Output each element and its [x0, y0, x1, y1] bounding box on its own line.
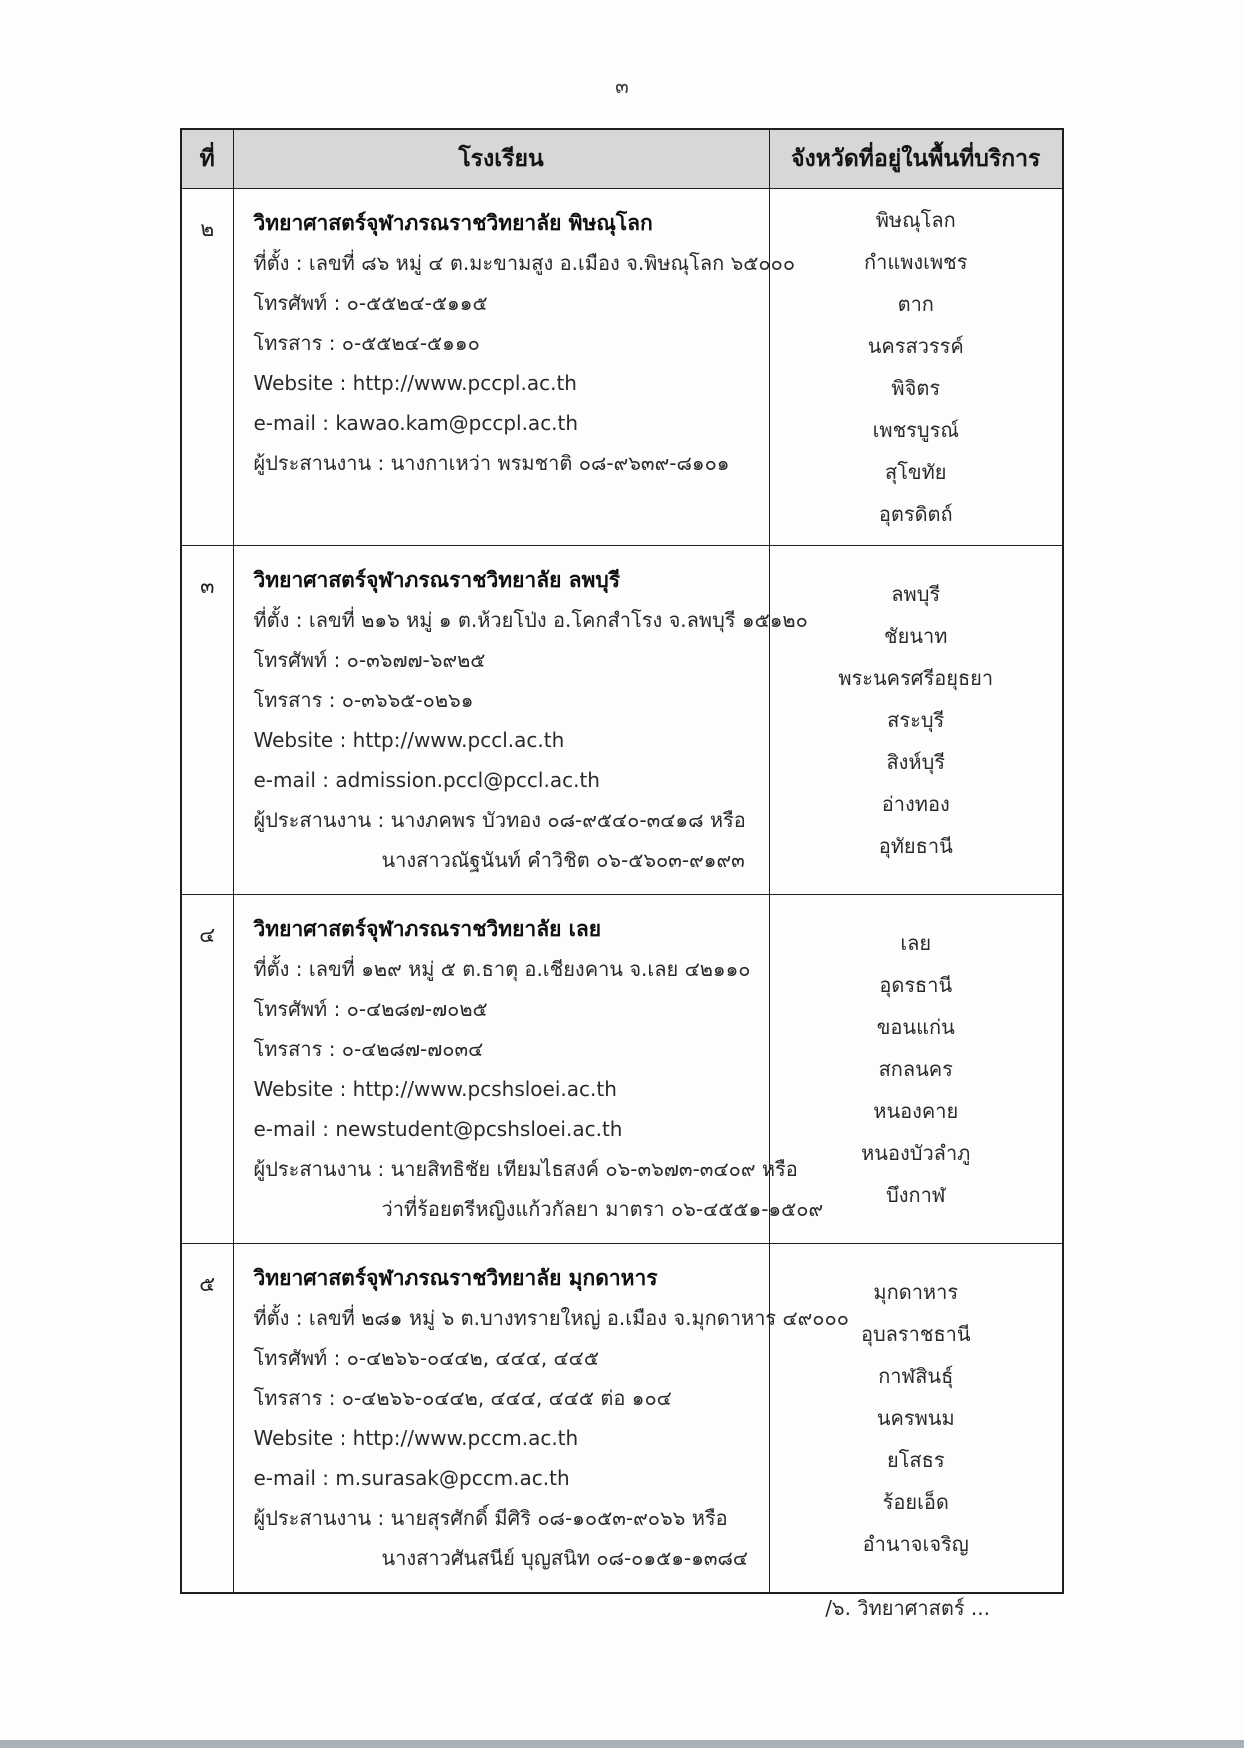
school-name: วิทยาศาสตร์จุฬาภรณราชวิทยาลัย พิษณุโลก: [253, 211, 653, 235]
row-number: ๓: [181, 546, 233, 895]
coordinator-line: ผู้ประสานงาน : นางกาเหว่า พรมชาติ ๐๘-๙๖๓๙-๘๑๐๑: [253, 451, 730, 475]
email-line: e-mail : admission.pccl@pccl.ac.th: [253, 768, 600, 792]
fax-line: โทรสาร : ๐-๔๒๖๖-๐๔๔๒, ๔๔๔, ๔๔๕ ต่อ ๑๐๔: [253, 1386, 672, 1410]
row-number: ๒: [181, 189, 233, 546]
phone-line: โทรศัพท์ : ๐-๓๖๗๗-๖๙๒๕: [253, 648, 486, 672]
province-name: ขอนแก่น: [876, 1015, 955, 1039]
page-footer: /๖. วิทยาศาสตร์ ...: [825, 1596, 990, 1620]
header-school: โรงเรียน: [233, 129, 769, 189]
school-info-cell: [233, 1244, 849, 1594]
table-header-row: [181, 129, 1063, 189]
fax-line: โทรสาร : ๐-๕๕๒๔-๕๑๑๐: [253, 331, 480, 355]
website-line: Website : http://www.pcshsloei.ac.th: [253, 1077, 617, 1101]
province-name: สระบุรี: [887, 708, 945, 732]
province-name: กาฬสินธุ์: [878, 1364, 954, 1388]
province-name: หนองบัวลำภู: [861, 1141, 971, 1165]
province-name: อ่างทอง: [881, 792, 950, 816]
coordinator-line: ผู้ประสานงาน : นายสิทธิชัย เทียมไธสงค์ ๐๖-๓๖๗๓-๓๔๐๙ หรือ: [253, 1157, 798, 1181]
fax-line: โทรสาร : ๐-๔๒๘๗-๗๐๓๔: [253, 1037, 484, 1061]
province-name: มุกดาหาร: [873, 1280, 959, 1304]
email-line: e-mail : newstudent@pcshsloei.ac.th: [253, 1117, 623, 1141]
province-name: เพชรบูรณ์: [872, 418, 959, 442]
province-name: สุโขทัย: [884, 460, 947, 484]
province-name: หนองคาย: [873, 1099, 959, 1123]
phone-line: โทรศัพท์ : ๐-๔๒๖๖-๐๔๔๒, ๔๔๔, ๔๔๕: [253, 1346, 599, 1370]
school-row: [181, 895, 1063, 1244]
school-name: วิทยาศาสตร์จุฬาภรณราชวิทยาลัย ลพบุรี: [253, 568, 621, 592]
province-name: พระนครศรีอยุธยา: [838, 666, 994, 690]
school-info-cell: [233, 189, 796, 546]
province-name: นครสวรรค์: [867, 334, 964, 358]
province-name: อุตรดิตถ์: [878, 502, 953, 526]
school-name: วิทยาศาสตร์จุฬาภรณราชวิทยาลัย เลย: [253, 917, 602, 941]
location-line: ที่ตั้ง : เลขที่ ๑๒๙ หมู่ ๕ ต.ธาตุ อ.เชียงคาน จ.เลย ๔๒๑๑๐: [253, 957, 751, 981]
coordinator-line-2: นางสาวศันสนีย์ บุญสนิท ๐๘-๐๑๕๑-๑๓๘๔: [381, 1546, 749, 1570]
row-number: ๕: [181, 1244, 233, 1594]
location-line: ที่ตั้ง : เลขที่ ๒๑๖ หมู่ ๑ ต.ห้วยโป่ง อ.โคกสำโรง จ.ลพบุรี ๑๕๑๒๐: [253, 608, 808, 632]
coordinator-line-2: นางสาวณัฐนันท์ คำวิชิต ๐๖-๕๖๐๓-๙๑๙๓: [381, 848, 745, 872]
province-name: ร้อยเอ็ด: [882, 1490, 949, 1514]
province-name: ลพบุรี: [891, 582, 941, 606]
header-no: ที่: [181, 129, 233, 189]
scan-edge-shadow: [0, 1740, 1244, 1748]
school-info-cell: [233, 546, 808, 895]
province-name: นครพนม: [876, 1406, 955, 1430]
school-row: [181, 546, 1063, 895]
row-number: ๔: [181, 895, 233, 1244]
province-name: เลย: [900, 931, 932, 955]
coordinator-line: ผู้ประสานงาน : นางภคพร บัวทอง ๐๘-๙๕๔๐-๓๔๑๘ หรือ: [253, 808, 746, 832]
school-row: [181, 1244, 1063, 1594]
fax-line: โทรสาร : ๐-๓๖๖๕-๐๒๖๑: [253, 688, 474, 712]
province-name: ชัยนาท: [884, 624, 948, 648]
province-name: ตาก: [897, 292, 934, 316]
province-name: กำแพงเพชร: [863, 250, 968, 274]
school-name: วิทยาศาสตร์จุฬาภรณราชวิทยาลัย มุกดาหาร: [253, 1266, 658, 1290]
phone-line: โทรศัพท์ : ๐-๔๒๘๗-๗๐๒๕: [253, 997, 488, 1021]
province-name: อำนาจเจริญ: [862, 1532, 969, 1556]
school-info-cell: [233, 895, 824, 1244]
province-name: พิษณุโลก: [875, 208, 956, 232]
coordinator-line-2: ว่าที่ร้อยตรีหญิงแก้วกัลยา มาตรา ๐๖-๔๕๕๑-๑๕๐๙: [381, 1197, 824, 1221]
coordinator-line: ผู้ประสานงาน : นายสุรศักดิ์ มีศิริ ๐๘-๑๐๕๓-๙๐๖๖ หรือ: [253, 1506, 728, 1530]
service-provinces-cell: [769, 189, 1063, 546]
email-line: e-mail : kawao.kam@pccpl.ac.th: [253, 411, 579, 435]
province-name: อุบลราชธานี: [860, 1322, 971, 1346]
page-number: ๓: [615, 74, 629, 98]
location-line: ที่ตั้ง : เลขที่ ๒๘๑ หมู่ ๖ ต.บางทรายใหญ่ อ.เมือง จ.มุกดาหาร ๔๙๐๐๐: [253, 1306, 849, 1330]
province-name: ยโสธร: [886, 1448, 945, 1472]
location-line: ที่ตั้ง : เลขที่ ๘๖ หมู่ ๔ ต.มะขามสูง อ.เมือง จ.พิษณุโลก ๖๕๐๐๐: [253, 251, 796, 275]
school-row: [181, 189, 1063, 546]
email-line: e-mail : m.surasak@pccm.ac.th: [253, 1466, 570, 1490]
service-provinces-cell: [769, 546, 1063, 895]
province-name: อุทัยธานี: [878, 834, 953, 858]
schools-table: [180, 128, 1064, 1594]
phone-line: โทรศัพท์ : ๐-๕๕๒๔-๕๑๑๕: [253, 291, 488, 315]
website-line: Website : http://www.pccl.ac.th: [253, 728, 565, 752]
website-line: Website : http://www.pccm.ac.th: [253, 1426, 579, 1450]
website-line: Website : http://www.pccpl.ac.th: [253, 371, 577, 395]
province-name: อุดรธานี: [879, 973, 953, 997]
province-name: สกลนคร: [878, 1057, 953, 1081]
header-provinces: จังหวัดที่อยู่ในพื้นที่บริการ: [769, 129, 1063, 189]
service-provinces-cell: [769, 1244, 1063, 1594]
province-name: บึงกาฬ: [886, 1183, 946, 1207]
province-name: สิงห์บุรี: [886, 750, 946, 774]
province-name: พิจิตร: [891, 376, 941, 400]
